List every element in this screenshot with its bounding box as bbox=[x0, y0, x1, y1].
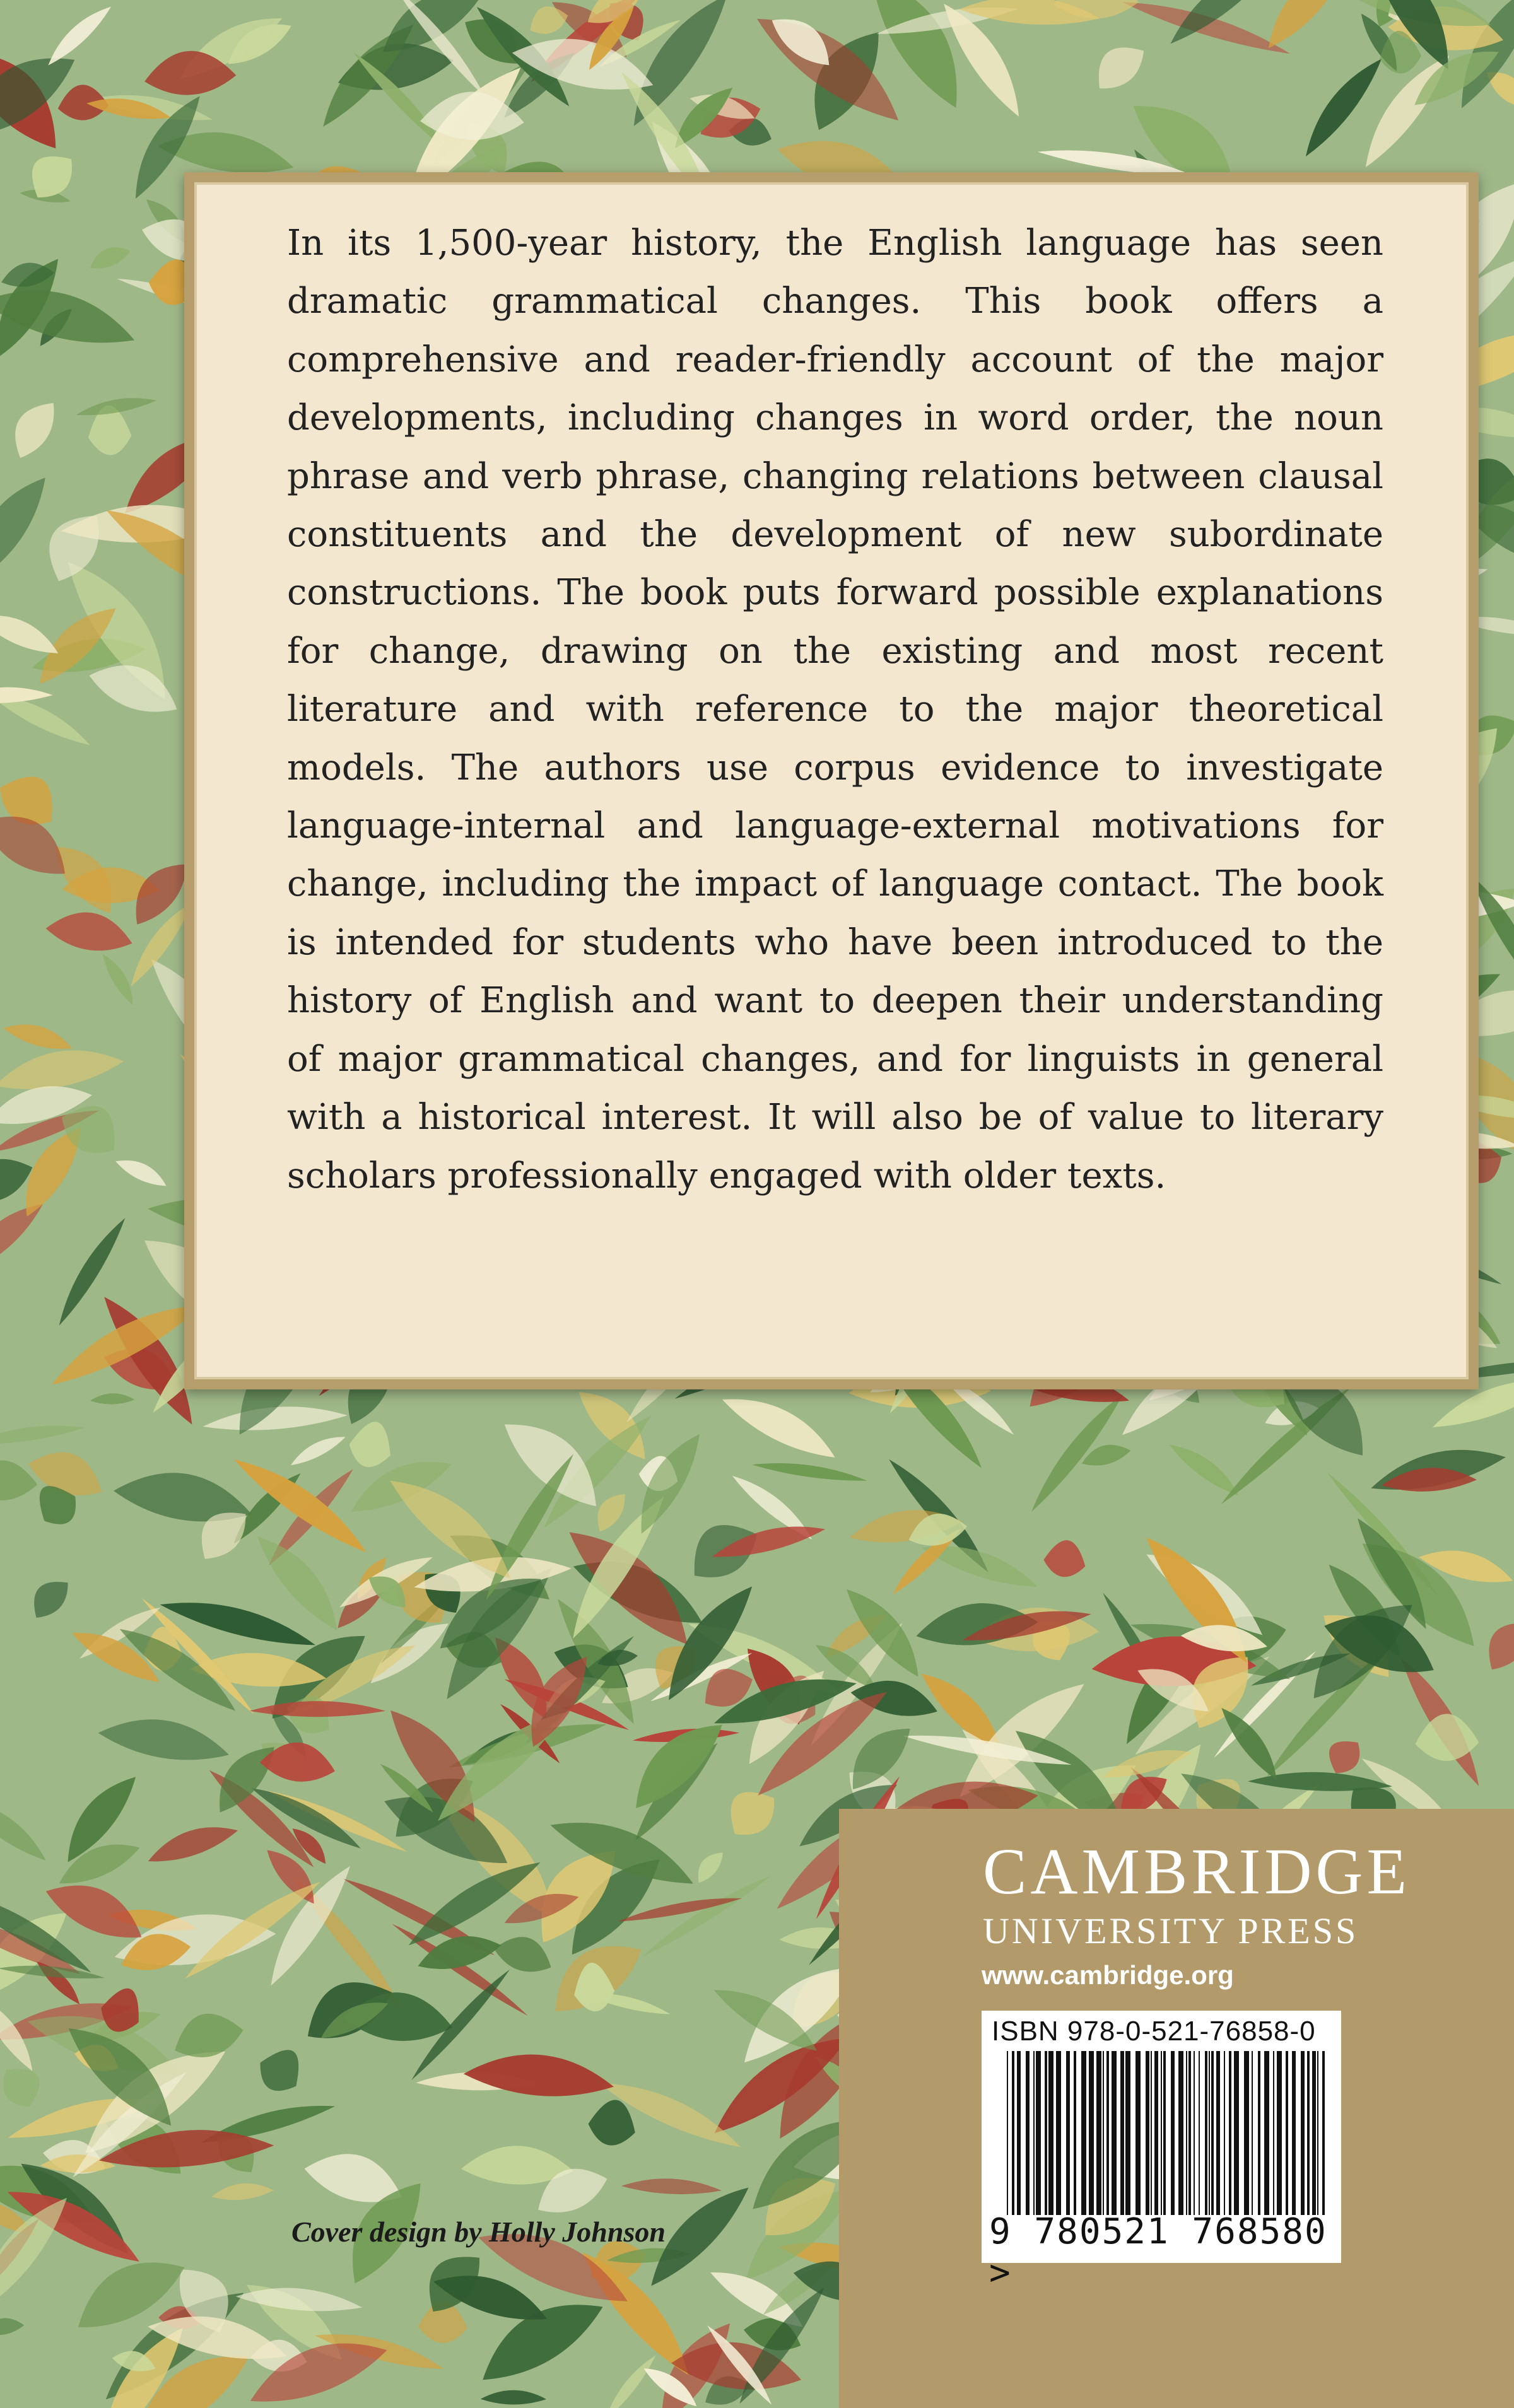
marble-feather bbox=[345, 1417, 398, 1472]
barcode-bar bbox=[1161, 2051, 1162, 2215]
barcode-bar bbox=[1252, 2051, 1253, 2215]
barcode-bar bbox=[1178, 2051, 1183, 2215]
marble-feather bbox=[1085, 34, 1153, 98]
marble-feather bbox=[0, 604, 64, 662]
marble-feather bbox=[1, 1017, 76, 1056]
barcode-number: 9 780521 768580 > bbox=[989, 2211, 1327, 2293]
barcode-bar bbox=[1081, 2051, 1086, 2215]
barcode-bar bbox=[1120, 2051, 1124, 2215]
marble-feather bbox=[717, 1778, 785, 1845]
barcode-bar bbox=[1205, 2051, 1207, 2215]
barcode-bar bbox=[1317, 2051, 1318, 2215]
barcode-bar bbox=[1103, 2051, 1104, 2215]
marble-feather bbox=[143, 1816, 241, 1870]
marble-feather bbox=[52, 1832, 144, 1893]
marble-feather bbox=[481, 2390, 546, 2405]
barcode-bar bbox=[1277, 2051, 1282, 2215]
barcode-bar bbox=[1033, 2051, 1035, 2215]
marble-feather bbox=[90, 1393, 135, 1405]
marble-feather bbox=[96, 1710, 233, 1768]
marble-feather bbox=[41, 0, 115, 70]
barcode-bar bbox=[1229, 2051, 1231, 2215]
barcode-bar bbox=[1292, 2051, 1296, 2215]
barcode-bar bbox=[1089, 2051, 1094, 2215]
barcode-bar bbox=[1096, 2051, 1101, 2215]
barcode-bar bbox=[1163, 2051, 1166, 2215]
marble-feather bbox=[589, 1487, 631, 1536]
barcode-bar bbox=[1188, 2051, 1191, 2215]
barcode-bar bbox=[1307, 2051, 1310, 2215]
barcode-bar bbox=[1012, 2051, 1014, 2215]
marble-feather bbox=[211, 2180, 274, 2203]
marble-feather bbox=[167, 2004, 248, 2066]
barcode-bar bbox=[1154, 2051, 1158, 2215]
publisher-block bbox=[839, 1809, 1514, 2408]
barcode-bar bbox=[1146, 2051, 1149, 2215]
barcode-bar bbox=[1036, 2051, 1041, 2215]
marble-feather bbox=[691, 1846, 728, 1887]
barcode-bar bbox=[1286, 2051, 1288, 2215]
barcode-bar bbox=[1151, 2051, 1152, 2215]
marble-feather bbox=[251, 2040, 311, 2100]
marble-feather bbox=[1476, 1610, 1514, 1678]
barcode-bar bbox=[1007, 2051, 1008, 2215]
marble-feather bbox=[0, 2057, 49, 2114]
barcode-bar bbox=[1244, 2051, 1249, 2215]
barcode-bar bbox=[1056, 2051, 1061, 2215]
barcode-bar bbox=[1125, 2051, 1130, 2215]
marble-feather bbox=[113, 1152, 170, 1191]
barcode-bar bbox=[1301, 2051, 1305, 2215]
barcode-bar bbox=[1322, 2051, 1325, 2215]
barcode-bar bbox=[1209, 2051, 1210, 2215]
marble-feather bbox=[86, 240, 133, 274]
marble-feather bbox=[1042, 1537, 1089, 1580]
barcode-bar bbox=[1273, 2051, 1274, 2215]
publisher-url: www.cambridge.org bbox=[982, 1960, 1234, 1990]
barcode-bar bbox=[1136, 2051, 1141, 2215]
marble-feather bbox=[23, 1570, 76, 1625]
barcode-bar bbox=[1224, 2051, 1225, 2215]
marble-feather bbox=[462, 2049, 616, 2102]
publisher-name: CAMBRIDGE bbox=[983, 1835, 1411, 1908]
marble-feather bbox=[250, 1701, 385, 1717]
marble-feather bbox=[0, 2315, 25, 2338]
marble-feather bbox=[39, 1868, 153, 1951]
marble-feather bbox=[0, 1192, 49, 1282]
marble-feather bbox=[44, 906, 136, 957]
barcode-bar bbox=[1074, 2051, 1076, 2215]
barcode-bar bbox=[1045, 2051, 1047, 2215]
barcode-bar bbox=[1312, 2051, 1316, 2215]
barcode-bar bbox=[1216, 2051, 1220, 2215]
barcode-bar bbox=[1106, 2051, 1109, 2215]
marble-feather bbox=[621, 2177, 722, 2197]
barcode-bar bbox=[1234, 2051, 1239, 2215]
marble-feather bbox=[0, 1420, 86, 1449]
publisher-subtitle: UNIVERSITY PRESS bbox=[983, 1910, 1359, 1951]
barcode-bar bbox=[1194, 2051, 1195, 2215]
barcode-bar bbox=[1026, 2051, 1030, 2215]
barcode-bar bbox=[1186, 2051, 1187, 2215]
barcode-bar bbox=[1048, 2051, 1053, 2215]
isbn-barcode bbox=[982, 2011, 1341, 2293]
barcode-bars bbox=[1007, 2051, 1329, 2215]
marble-feather bbox=[0, 1788, 54, 1867]
barcode-bar bbox=[1171, 2051, 1175, 2215]
marble-feather bbox=[1255, 0, 1354, 56]
barcode-bar bbox=[1017, 2051, 1021, 2215]
book-description: In its 1,500-year history, the English language has seen dramatic grammatical changes. This book offers a comprehensive and reader-friendly account of the major developments, including changes in word order, the noun phrase and verb phrase, changing relations between clausal constituents and the development of new subordinate constructions. The book puts forward possible explanations for change, drawing on the existing and most recent literature and with reference to the major theoretical models. The authors use corpus evidence to investigate language-internal and language-external motivations for change, including the impact of language contact. The book is intended for students who have been introduced to the history of English and want to deepen their understanding of major grammatical changes, and for linguists in general with a historical interest. It will also be of value to literary scholars professionally engaged with older texts. bbox=[287, 223, 1383, 1196]
barcode-bar bbox=[1066, 2051, 1070, 2215]
barcode-bar bbox=[1211, 2051, 1214, 2215]
marble-feather bbox=[751, 1458, 868, 1485]
marble-feather bbox=[3, 392, 64, 464]
isbn-label: ISBN 978-0-521-76858-0 bbox=[992, 2016, 1316, 2047]
barcode-bar bbox=[1112, 2051, 1117, 2215]
marble-feather bbox=[287, 1430, 348, 1470]
cover-design-credit: Cover design by Holly Johnson bbox=[291, 2216, 666, 2248]
barcode-bar bbox=[1199, 2051, 1200, 2215]
marble-feather bbox=[600, 2351, 659, 2408]
marble-feather bbox=[0, 465, 57, 588]
barcode-bar bbox=[1258, 2051, 1260, 2215]
marble-feather bbox=[717, 1382, 844, 1468]
marble-feather bbox=[228, 1446, 375, 1560]
barcode-bar bbox=[1264, 2051, 1269, 2215]
